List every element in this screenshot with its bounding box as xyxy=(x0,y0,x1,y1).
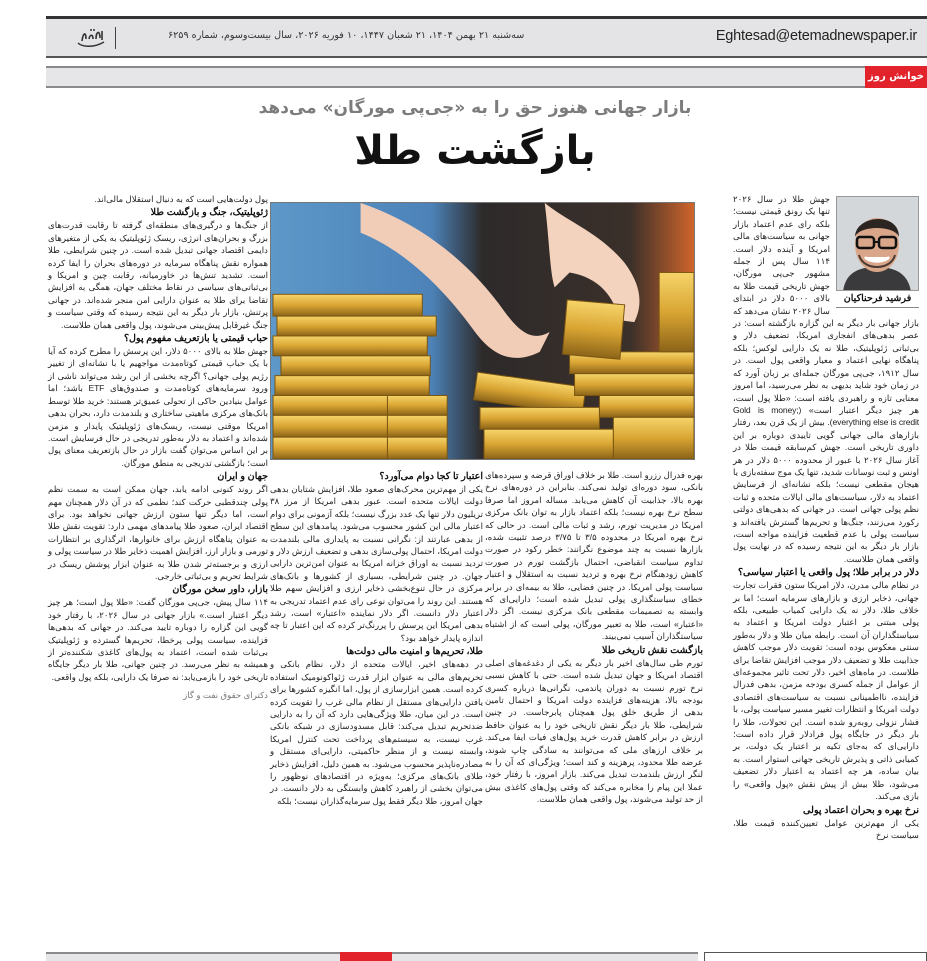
paragraph: ۱۱۴ سال پیش، جی‌پی مورگان گفت: «طلا پول است؛ هر چیز دیگر اعتبار است.» بازار جهانی در سال ۲۰۲۶، با رفتار خود گویی این گزاره را دوباره تایید می‌کند. در جهانی که بدهی‌ها فزاینده، سیاست پولی پرخطا، تحریم‌ها گسترده و ژئوپلیتیک بی‌ثبات شده است، اعتماد به پول‌های کاغذی شکننده‌تر از همیشه به نظر می‌رسد. در چنین جهانی، طلا بار دیگر جایگاه تاریخی خود را بازمی‌یابد: نه صرفا یک دارایی، بلکه پول واقعی. xyxy=(48,597,268,682)
subheading: ژئوپلیتیک، جنگ و بازگشت طلا xyxy=(150,207,268,219)
footer-box xyxy=(704,952,927,961)
paragraph: از جنگ‌ها و درگیری‌های منطقه‌ای گرفته تا رقابت قدرت‌های بزرگ و بحران‌های انرژی، ریسک ژئوپلیتیک به یکی از متغیرهای دایمی اقتصاد جهانی تبدیل شده است. در چنین شرایطی، طلا همواره نقش پناهگاه سرمایه در دوره‌های بحران را ایفا کرده است. تشدید تنش‌ها در خاورمیانه، رقابت چین و امریکا و بی‌ثباتی‌های سیاسی در نقاط مختلف جهان، همگی به افزایش تقاضا برای طلا به عنوان دارایی امن منجر شده‌اند. در جهانی پرتنش، بازار بار دیگر به این نتیجه رسیده که وقتی سیاست و جنگ غیرقابل پیش‌بینی می‌شوند، پول واقعی همان طلاست. xyxy=(48,220,268,330)
issue-date-line: سه‌شنبه ۲۱ بهمن ۱۴۰۴، ۲۱ شعبان ۱۴۴۷، ۱۰ فوریه ۲۰۲۶، سال بیست‌وسوم، شماره ۶۲۵۹ xyxy=(168,30,525,41)
subheading: بازار، داور سخن مورگان xyxy=(172,584,268,596)
gold-bars-photo xyxy=(270,202,695,460)
subheading: طلا، تحریم‌ها و امنیت مالی دولت‌ها xyxy=(346,646,483,658)
author-photo xyxy=(836,196,919,291)
paragraph: در دهه‌های اخیر، ایالات متحده از دلار، نظام بانکی و تحریم‌های مالی به عنوان ابزار قدرت ژئواکونومیک استفاده کرده است. همین ابزارسازی از پول، اما انگیزه کشورها برای یافتن دارایی‌های مستقل از نظام مالی غرب را تقویت کرده است. در این میان، طلا ویژگی‌هایی دارد که آن را به دارایی ضدتحریم تبدیل می‌کند: قابل مسدودسازی در شبکه بانکی غرب نیست، به سیستم‌های پرداخت تحت کنترل امریکا وابسته نیست و از منظر حاکمیتی، دارایی‌ای مستقل و مصادره‌ناپذیر محسوب می‌شود. به همین دلیل، افزایش ذخایر طلای بانک‌های مرکزی؛ به‌ویژه در اقتصادهای نوظهور را می‌توان بخشی از راهبرد کاهش وابستگی به دلار دانست. در جهان امروز، طلا دیگر فقط پول سرمایه‌گذاران نیست؛ بلکه xyxy=(270,659,483,806)
gold-bars-illustration xyxy=(271,203,694,459)
paragraph: یکی از مهم‌ترین محرک‌های صعود طلا، افزایش شتابان بدهی دولت ایالات متحده است. عبور بدهی امریکا از مرز ۳۸ تریلیون دلار تنها یک عدد بزرگ نیست؛ بلکه آزمونی برای دوام اعتبار مالی این کشور محسوب می‌شود. پیامدهای این سطح از بدهی عبارتند از: نگرانی نسبت به پایداری مالی بلندمدت دولت امریکا، احتمال پولی‌سازی بدهی و تضعیف ارزش دلار و تردید نسبت به اوراق خزانه امریکا به عنوان امن‌ترین دارایی جهان. در چنین شرایطی، بسیاری از کشورها و بانک‌های مرکزی در حال تنوع‌بخشی ذخایر ارزی و افزایش سهم طلا هستند. این روند را می‌توان نوعی رای عدم اعتماد تدریجی به اعتبار دلار دانست. اگر دلار نماینده «اعتبار» است، رشد بدهی امریکا این پرسش را پررنگ‌تر کرده که این اعتبار تا چه اندازه پایدار خواهد بود؟ xyxy=(270,484,483,643)
subheading: حباب قیمتی یا بازتعریف مفهوم پول؟ xyxy=(123,333,268,345)
section-tag[interactable]: خوانش روز xyxy=(865,66,927,88)
paragraph: بهره فدرال رزرو است. طلا بر خلاف اوراق قرضه و سپرده‌های بانکی، سود دوره‌ای تولید نمی‌کند. بنابراین در دوره‌های نرخ بهره بالا، جذابیت آن کاهش می‌یابد. مساله امروز اما صرفا سطح نرخ بهره نیست؛ بلکه اعتماد بازار به توان بانک مرکزی امریکا در مدیریت تورم، رشد و ثبات مالی است. در حالی که نرخ بهره امریکا در محدوده ۳/۵ تا ۳/۷۵ درصد تثبیت شده، بازارها نسبت به چند موضوع نگرانند: خطر رکود در صورت تداوم سیاست انقباضی، احتمال بازگشت تورم در صورت کاهش زودهنگام نرخ بهره و تردید نسبت به استقلال و اعتبار سیاست پولی امریکا. در چنین فضایی، طلا به بیمه‌ای در برابر خطای سیاستگذاری پولی تبدیل شده است؛ دارایی‌ای که وابسته به تصمیمات مقطعی بانک مرکزی نیست. اگر دلار «اعتبار» است، طلا به تعبیر مورگان، پولی است که از اشتباه سیاستگذاران آسیب نمی‌بیند. xyxy=(485,470,703,642)
paragraph: در نظام مالی مدرن، دلار امریکا ستون فقرات تجارت جهانی، ذخایر ارزی و بازارهای سرمایه است؛ اما بر خلاف طلا، دلار نه یک دارایی کمیاب طبیعی، بلکه پولی مبتنی بر اعتبار دولت امریکا و اعتماد به سیاستگذاران آن است. رابطه میان طلا و دلار به‌طور سنتی معکوس بوده است: تقویت دلار موجب کاهش جذابیت طلا و تضعیف دلار موجب افزایش تقاضا برای طلاست. در ماه‌های اخیر، دلار تحت تاثیر مجموعه‌ای از عوامل از جمله کسری بودجه مزمن، بدهی فدرال فزاینده، نااطمینانی نسبت به سیاست‌های اقتصادی دولت امریکا و انتظارات تغییر مسیر سیاست پولی، با فشار نزولی روبه‌رو شده است. این تحولات، طلا را بار دیگر در جایگاه پول فرادلار قرار داده است؛ دارایی‌ای که به‌جای تکیه بر اعتبار یک دولت، بر کمیابی ذاتی و پذیرش تاریخی جهانی استوار است. به بیان ساده، هر چه اعتماد به اعتبار دلار تضعیف می‌شود، طلا بیش از پیش نقش «پول واقعی» را بازی می‌کند. xyxy=(733,580,919,802)
paragraph: اگر روند کنونی ادامه یابد، جهان ممکن است به سمت نظم پولی چندقطبی حرکت کند؛ نظمی که در آن دلار همچنان مهم است، اما دیگر تنها ستون ارزش جهانی نخواهد بود. برای اقتصاد ایران، صعود طلا پیامدهای مهمی دارد: تقویت نقش طلا به عنوان پناهگاه ارزش برای خانوارها، اثرگذاری بر انتظارات تورمی و بازار ارز، افزایش اهمیت ذخایر طلا در سیاست پولی و ارزی و برجسته‌تر شدن طلا به عنوان ابزار پوشش ریسک در شرایط تحریم و بی‌ثباتی خارجی. xyxy=(48,484,268,581)
column-middle-right xyxy=(485,469,703,806)
section-strip xyxy=(46,66,927,88)
subheading: جهان و ایران xyxy=(217,471,268,483)
article-headline: بازگشت طلا xyxy=(354,128,596,174)
paragraph: یکی از مهم‌ترین عوامل تعیین‌کننده قیمت طلا، سیاست نرخ xyxy=(733,817,919,840)
author-name: فرشید فرحناکیان xyxy=(836,291,919,308)
masthead xyxy=(46,16,927,58)
paragraph: جهش طلا به بالای ۵۰۰۰ دلار، این پرسش را مطرح کرده که آیا با یک حباب قیمتی کوتاه‌مدت مواجهیم یا با نشانه‌ای از تغییر رژیم پولی جهانی؟ اگرچه بخشی از این رشد می‌تواند ناشی از ورود سرمایه‌های کوتاه‌مدت و صندوق‌های ETF باشد؛ اما عوامل بنیادین حاکی از تحولی عمیق‌تر هستند: خرید طلا توسط بانک‌های مرکزی ماهیتی ساختاری و بلندمدت دارد، بحران بدهی امریکا موقتی نیست، ریسک‌های ژئوپلیتیک پایدار و مزمن شده‌اند و اعتماد به دلار به‌طور تدریجی در حال فرسایش است. بر این اساس می‌توان گفت بازار در حال بازتعریف معنای پول است؛ بازگشتی تدریجی به منطق مورگان. xyxy=(48,346,268,468)
footer-accent xyxy=(340,952,392,961)
masthead-divider xyxy=(115,27,116,49)
column-right xyxy=(733,193,919,841)
subheading: نرخ بهره و بحران اعتماد پولی xyxy=(803,804,919,816)
paragraph: پول دولت‌هایی است که به دنبال استقلال مالی‌اند. xyxy=(94,194,268,204)
left-gold-stack xyxy=(273,294,447,459)
author-credential: دکترای حقوق نفت و گاز xyxy=(183,690,268,701)
author-box xyxy=(836,196,919,308)
subheading: دلار در برابر طلا؛ پول واقعی یا اعتبار سیاسی؟ xyxy=(737,567,919,579)
newspaper-email[interactable]: Eghtesad@etemadnewspaper.ir xyxy=(715,28,917,44)
column-middle-left xyxy=(270,469,483,807)
subheading: بازگشت نقش تاریخی طلا xyxy=(602,644,703,656)
author-portrait-icon xyxy=(836,197,918,291)
subheading: اعتبار تا کجا دوام می‌آورد؟ xyxy=(379,471,483,482)
paragraph: جهش طلا در سال ۲۰۲۶ تنها یک رونق قیمتی نیست؛ بلکه رای عدم اعتماد بازار جهانی به سیاست‌های مالی امریکا و آینده دلار است. ۱۱۴ سال پس از جمله مشهور جی‌پی مورگان، جهش تاریخی قیمت طلا به بالای ۵۰۰۰ دلار در ابتدای سال ۲۰۲۶ نشان می‌دهد که بازار جهانی بار دیگر به این گزاره بازگشته است: در عصر بدهی‌های انفجاری امریکا، تضعیف دلار و بی‌ثباتی ژئوپلیتیک، طلا نه یک دارایی لوکس؛ بلکه پناهگاه نهایی اعتماد و معیار واقعی پول است. در سال ۱۹۱۲، جی‌پی مورگان جمله‌ای بر زبان آورد که در زمان خود شاید بدیهی به نظر می‌رسید، اما امروز معنایی تازه و راهبردی یافته است: «طلا پول است، هر چیز دیگر اعتبار است» (Gold is money; everything else is credit). بیش از یک قرن بعد، رفتار بازارهای مالی جهانی گویی تاییدی دوباره بر این داوری تاریخی است. جهش کم‌سابقه قیمت طلا در آغاز سال ۲۰۲۶ با عبور از محدوده ۵۰۰۰ دلار در هر اونس و ثبت نوسانات شدید، تنها یک موج سفته‌بازی یا هیجان مقطعی نیست؛ بلکه نشانه‌ای از فرسایش اعتماد به دلار، سیاست‌های مالی ایالات متحده و ثبات نظم پولی جهانی است. در جهانی که بدهی‌های دولتی رکورد می‌زنند، جنگ‌ها و تحریم‌ها گسترش یافته‌اند و سیاست پولی با عدم قطعیت فزاینده مواجه است، بازار بار دیگر به این نتیجه رسیده که در نهایت پول واقعی همان طلاست. xyxy=(733,194,919,564)
article-kicker: بازار جهانی هنوز حق را به «جی‌پی مورگان» می‌دهد xyxy=(258,98,692,118)
newspaper-logo-icon xyxy=(74,25,108,51)
paragraph: تورم طی سال‌های اخیر بار دیگر به یکی از دغدغه‌های اصلی اقتصاد امریکا و جهان تبدیل شده است. حتی با کاهش نسبی نرخ تورم نسبت به دوران پاندمی، نگرانی‌ها درباره کسری بودجه بالا، هزینه‌های فزاینده دولت امریکا و احتمال تامین بدهی از طریق خلق پول همچنان پابرجاست. در چنین شرایطی، طلا بار دیگر نقش تاریخی خود را به عنوان حافظ ارزش در برابر کاهش قدرت خرید پول‌های فیات ایفا می‌کند. بر خلاف ارزهای ملی که می‌توانند به سادگی چاپ شوند، عرضه طلا محدود، پرهزینه و کند است؛ ویژگی‌ای که آن را به لنگر ارزش بلندمدت تبدیل می‌کند. بازار امروز، با رفتار خود، عملا این پیام را مخابره می‌کند که وقتی پول‌های کاغذی بیش از حد تولید می‌شوند، پول واقعی همان طلاست. xyxy=(485,657,703,805)
column-left xyxy=(48,193,268,702)
